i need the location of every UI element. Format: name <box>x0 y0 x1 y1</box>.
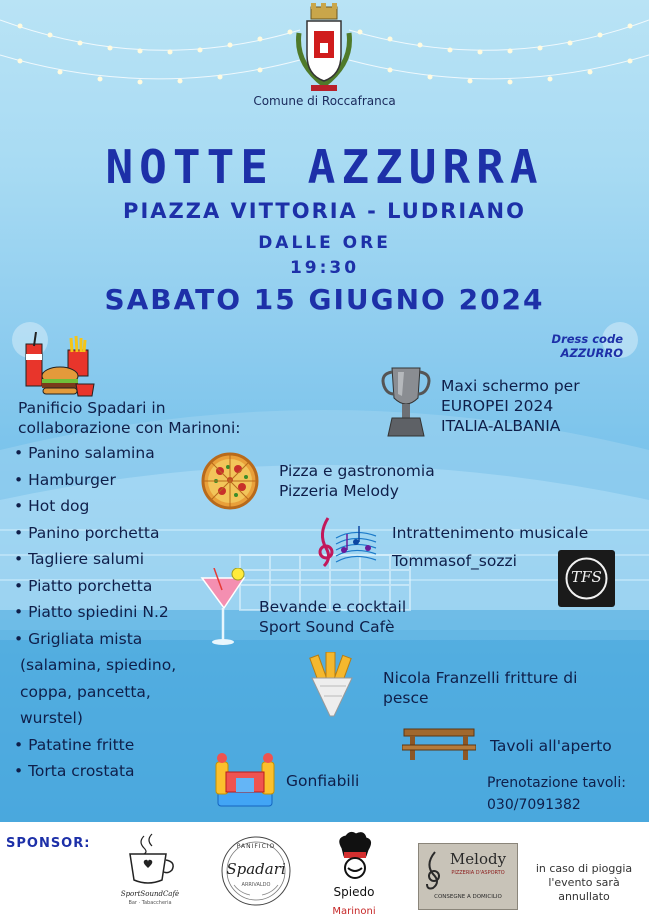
music-title: Intrattenimento musicale <box>392 524 589 542</box>
food-menu-list <box>14 440 176 785</box>
fries-cone-icon <box>306 652 358 718</box>
food-intro: Panificio Spadari in collaborazione con Marinoni: <box>18 399 241 437</box>
rain-notice: in caso di pioggia l'evento sarà annullato <box>535 862 633 903</box>
start-label: DALLE ORE <box>258 233 391 253</box>
coat-of-arms-icon <box>293 3 355 95</box>
list-item: • Patatine fritte <box>14 735 135 754</box>
pizza-icon <box>200 451 260 511</box>
event-date: SABATO 15 GIUGNO 2024 <box>104 283 545 316</box>
sponsor-label: SPONSOR: <box>6 836 91 851</box>
event-location: PIAZZA VITTORIA - LUDRIANO <box>123 199 526 223</box>
melody-bottom: CONSEGNE A DOMICILIO <box>434 894 502 900</box>
list-item: • Tagliere salumi <box>14 550 145 568</box>
event-title: NOTTE AZZURRA <box>105 140 544 194</box>
dj-logo <box>558 550 615 607</box>
fast-food-icon <box>20 332 96 398</box>
chef-hat-icon <box>334 830 374 880</box>
list-item: • Piatto porchetta <box>14 576 153 595</box>
list-item: • Hamburger <box>14 470 116 489</box>
music-artist: Tommasof_sozzi <box>392 552 517 570</box>
list-item: (salamina, spiedino, <box>20 656 177 674</box>
list-item: • Hot dog <box>14 497 90 515</box>
marinoni-name: Marinoni <box>332 906 376 917</box>
list-item: coppa, pancetta, <box>20 682 151 701</box>
trophy-icon <box>378 364 434 438</box>
bouncy-castle-icon <box>214 748 276 810</box>
list-item: wurstel) <box>20 709 83 727</box>
list-item: • Torta crostata <box>14 762 135 780</box>
fritture-info: Nicola Franzelli fritture di pesce <box>383 669 578 707</box>
melody-name: Melody <box>449 850 507 868</box>
drinks-info: Bevande e cocktail Sport Sound Cafè <box>259 598 407 636</box>
cocktail-icon <box>198 568 248 650</box>
melody-logo <box>418 843 518 910</box>
sport-sound-cafe-name: SportSoundCafè <box>120 890 180 898</box>
spadari-bottom-text: ARRIVALDO <box>241 882 271 888</box>
spadari-name: Spadari <box>226 860 286 878</box>
picnic-table-icon <box>402 727 476 763</box>
list-item: • Panino salamina <box>14 444 155 462</box>
spadari-top-text: PANIFICIO <box>236 843 276 850</box>
list-item: • Grigliata mista <box>14 629 143 648</box>
list-item: • Panino porchetta <box>14 523 160 542</box>
bouncy-castle-info: Gonfiabili <box>286 772 360 790</box>
sport-sound-cafe-logo <box>118 832 180 890</box>
melody-sub: PIZZERIA D'ASPORTO <box>451 870 505 876</box>
dj-logo-text: TFS <box>571 568 602 586</box>
sport-sound-cafe-sub: Bar · Tabaccheria <box>128 900 172 906</box>
dress-code: Dress code AZZURRO <box>551 332 623 360</box>
maxi-screen-info: Maxi schermo per EUROPEI 2024 ITALIA-ALBANIA <box>441 377 580 435</box>
pizza-info: Pizza e gastronomia Pizzeria Melody <box>279 462 435 500</box>
tables-info: Tavoli all'aperto <box>490 737 612 755</box>
spiedo-name: Spiedo <box>333 885 375 899</box>
music-notes-icon <box>314 514 380 572</box>
start-time: 19:30 <box>289 258 360 278</box>
comune-label: Comune di Roccafranca <box>253 94 396 108</box>
list-item: • Piatto spiedini N.2 <box>14 603 169 621</box>
reservation-info: Prenotazione tavoli: 030/7091382 <box>487 775 626 813</box>
